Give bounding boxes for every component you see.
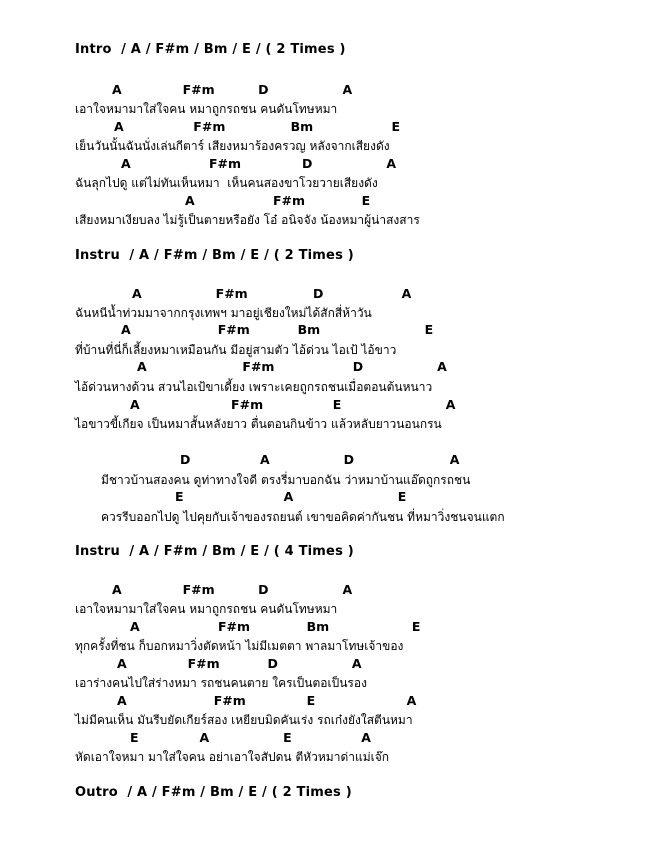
chord-line: A F#m E A (130, 397, 456, 412)
section-intro: Intro / A / F#m / Bm / E / ( 2 Times ) (75, 42, 346, 57)
section-instru: Instru / A / F#m / Bm / E / ( 2 Times ) (75, 248, 354, 263)
lyric-line: เสียงหมาเงียบลง ไม่รู้เป็นตายหรือยัง โอ๋ อนิจจัง น้องหมาผู้น่าสงสาร (75, 213, 420, 227)
chord-line: A F#m D A (117, 656, 362, 671)
lyric-line: มีชาวบ้านสองคน ดูท่าทางใจดี ตรงรี่มาบอกฉัน ว่าหมาบ้านแอ๊ดถูกรถชน (101, 473, 471, 487)
chord-line: E A E A (130, 730, 371, 745)
lyric-line: ทุกครั้งที่ชน ก็บอกหมาวิ่งตัดหน้า ไม่มีเมตตา พาลมาโทษเจ้าของ (75, 639, 404, 653)
section-outro: Outro / A / F#m / Bm / E / ( 2 Times ) (75, 785, 352, 800)
chord-line: A F#m E (185, 193, 371, 208)
lyric-line: ควรรีบออกไปดู ไปคุยกับเจ้าของรถยนต์ เขาขอคิดค่ากันชน ที่หมาวิ่งชนจนแตก (101, 510, 505, 524)
lyric-line: เอาร่างคนไปใส่ร่างหมา รถชนคนตาย ใครเป็นตอเป็นรอง (75, 676, 367, 690)
lyric-line: หัดเอาใจหมา มาใส่ใจคน อย่าเอาใจสัปดน ตีหัวหมาด่าแม่เจ๊ก (75, 750, 390, 764)
chord-line: A F#m Bm E (130, 619, 421, 634)
lyric-line: ฉันหนีน้ำท่วมมาจากกรุงเทพฯ มาอยู่เชียงใหม่ได้สักสี่ห้าวัน (75, 306, 372, 320)
chord-line: A F#m D A (112, 582, 353, 597)
lyric-line: ไอขาวขี้เกียจ เป็นหมาสั้นหลังยาว ตื่นตอนกินข้าว แล้วหลับยาวนอนกรน (75, 417, 442, 431)
chord-line: A F#m Bm E (114, 119, 401, 134)
chord-line: A F#m D A (137, 359, 447, 374)
chord-line: A F#m D A (132, 286, 412, 301)
chord-line: A F#m D A (112, 82, 353, 97)
lyric-line: เอาใจหมามาใส่ใจคน หมาถูกรถชน คนดันโทษหมา (75, 602, 338, 616)
chord-line: E A E (175, 489, 407, 504)
chord-line: A F#m E A (117, 693, 417, 708)
lyric-line: ฉันลุกไปดู แต่ไม่ทันเห็นหมา เห็นคนสองขาโวยวายเสียงดัง (75, 176, 378, 190)
lyric-line: เอาใจหมามาใส่ใจคน หมาถูกรถชน คนดันโทษหมา (75, 102, 338, 116)
lyric-line: ไม่มีคนเห็น มันรีบยัดเกียร์สอง เหยียบมิดคันเร่ง รถเก๋งยังใสตีนหมา (75, 713, 413, 727)
chord-line: D A D A (180, 452, 460, 467)
section-instru: Instru / A / F#m / Bm / E / ( 4 Times ) (75, 544, 354, 559)
chord-line: A F#m D A (121, 156, 396, 171)
lyric-line: ไอ้ด่วนหางด้วน สวนไอเป้ขาเดี้ยง เพราะเคยถูกรถชนเมื่อตอนต้นหนาว (75, 380, 433, 394)
lyric-line: เย็นวันนั้นฉันนั่งเล่นกีตาร์ เสียงหมาร้องครวญ หลังจากเสียงดัง (75, 139, 390, 153)
chord-line: A F#m Bm E (121, 322, 434, 337)
lyric-line: ที่บ้านที่นี่ก็เลี้ยงหมาเหมือนกัน มีอยู่สามตัว ไอ้ด่วน ไอเป้ ไอ้ขาว (75, 343, 397, 357)
